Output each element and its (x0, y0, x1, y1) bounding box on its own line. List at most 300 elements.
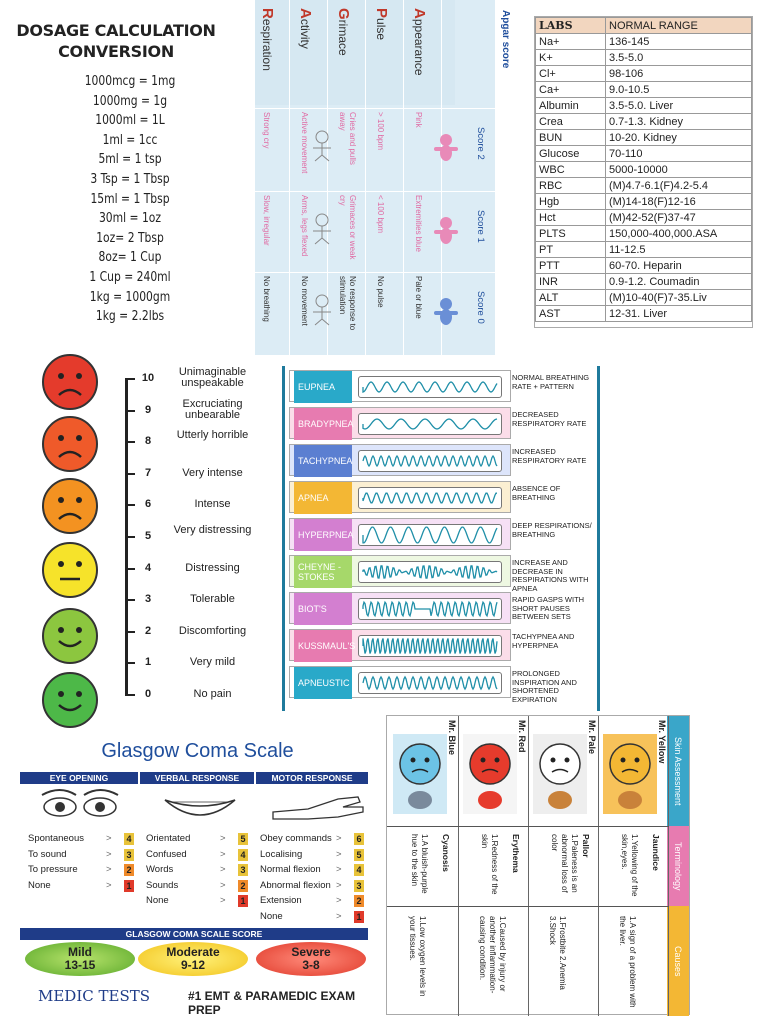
lab-name: Crea (536, 114, 606, 130)
dosage-item: 8oz= 1 Cup (98, 250, 162, 266)
dosage-title (0, 20, 232, 62)
waveform-icon (359, 377, 501, 397)
apgar-score-label: Score 1 (475, 210, 486, 243)
apgar-criterion-espiration (259, 8, 276, 71)
pain-face-icon (41, 607, 99, 665)
breathing-description: RAPID GASPS WITH SHORT PAUSES BETWEEN SETS (512, 595, 585, 621)
gcs-chevron-icon: > (106, 879, 112, 891)
apgar-row-divider (255, 108, 495, 109)
dosage-list (60, 72, 200, 327)
dosage-item: 1kg = 1000gm (89, 289, 171, 305)
severity-severe (256, 942, 366, 976)
skin-term-text: 1.Paleness is an abnormal loss of color (550, 834, 579, 893)
pain-face-icon (41, 353, 99, 411)
breathing-row (289, 481, 511, 513)
apgar-grid (255, 0, 495, 355)
lab-range: 9.0-10.5 (606, 82, 752, 98)
severity-severe-label: Severe (291, 945, 331, 959)
pain-tick (125, 410, 135, 412)
waveform-icon (359, 599, 501, 619)
gcs-chevron-icon: > (220, 848, 226, 860)
skin-term-title: Cyanosis (441, 834, 451, 872)
labs-row (536, 194, 752, 210)
apgar-cell-score0: No breathing (262, 276, 271, 322)
gcs-eye-item: None (28, 879, 51, 891)
breathing-pattern-name: CHEYNE -STOKES (294, 556, 352, 588)
lab-range: 10-20. Kidney (606, 130, 752, 146)
skin-term-title: Pallor (581, 834, 591, 858)
breathing-description: NORMAL BREATHING RATE + PATTERN (512, 373, 590, 391)
lab-range: (M)4.7-6.1(F)4.2-5.4 (606, 178, 752, 194)
apgar-title: Apgar score (500, 10, 511, 69)
pain-number: 6 (144, 498, 152, 511)
gcs-chevron-icon: > (106, 833, 112, 844)
labs-row (536, 242, 752, 258)
pain-label: Excruciating unbearable (182, 397, 243, 421)
labs-row (536, 146, 752, 162)
gcs-chevron-icon: > (106, 848, 112, 860)
apgar-cell-score1: < 100 bpm (376, 195, 385, 234)
lab-range: 12-31. Liver (606, 306, 752, 322)
breathing-waveform (358, 561, 502, 583)
gcs-motor-score: 4 (354, 864, 364, 876)
pain-number: 1 (144, 656, 152, 669)
dosage-item: 5ml = 1 tsp (98, 152, 162, 168)
lab-range: 136-145 (606, 34, 752, 50)
labs-normal-range-table (534, 16, 753, 328)
apgar-cell-score2: > 100 bpm (376, 112, 385, 151)
breathing-row (289, 555, 511, 587)
apgar-criterion-initial: A (297, 8, 314, 19)
lab-name: Hgb (536, 194, 606, 210)
skin-patient-name: Mr. Pale (587, 720, 597, 755)
labs-row (536, 98, 752, 114)
labs-row (536, 258, 752, 274)
breathing-description: PROLONGED INSPIRATION AND SHORTENED EXPIRATION (512, 669, 577, 704)
skin-face-icon (463, 734, 517, 814)
pain-number: 2 (144, 624, 152, 637)
skin-col-header: Skin Assessment (667, 716, 689, 826)
lab-name: K+ (536, 50, 606, 66)
breathing-row (289, 518, 511, 550)
dosage-conversion-panel (0, 0, 255, 345)
breathing-waveform (358, 450, 502, 472)
dosage-item: 30ml = 1oz (98, 211, 162, 227)
breathing-patterns-chart (282, 366, 600, 711)
apgar-criterion-ulse (373, 8, 390, 40)
apgar-row-divider (255, 272, 495, 273)
labs-header-row (536, 18, 752, 34)
lab-name: Albumin (536, 98, 606, 114)
dosage-item: 1oz= 2 Tbsp (96, 230, 164, 246)
pain-label: Unimaginable unspeakable (178, 366, 247, 389)
breathing-row (289, 407, 511, 439)
gcs-chevron-icon: > (336, 879, 342, 891)
dosage-item: 1000mcg = 1mg (84, 74, 176, 89)
dosage-title-line1: DOSAGE CALCULATION (16, 21, 216, 40)
brand-name: MEDIC TESTS (38, 987, 151, 1005)
lab-name: Na+ (536, 34, 606, 50)
gcs-motor-score: 3 (354, 880, 364, 892)
brand-tagline: #1 EMT & PARAMEDIC EXAM PREP (188, 989, 356, 1017)
breathing-waveform (358, 598, 502, 620)
pain-face-icon (41, 671, 99, 729)
pain-number: 10 (141, 372, 155, 384)
skin-patient-name: Mr. Blue (447, 720, 457, 756)
pain-tick (125, 694, 135, 696)
apgar-criterion-rimace (335, 8, 352, 56)
breathing-row (289, 666, 511, 698)
breathing-pattern-name: KUSSMAUL'S (294, 630, 352, 662)
waveform-icon (359, 525, 501, 545)
gcs-header-motor: MOTOR RESPONSE (256, 772, 368, 784)
lab-name: BUN (536, 130, 606, 146)
apgar-criterion-rest: rimace (336, 19, 350, 56)
gcs-motor-item: Localising (260, 848, 303, 860)
skin-term-title: Erythema (511, 834, 521, 873)
pain-number: 0 (144, 688, 152, 700)
waveform-icon (359, 673, 501, 693)
skin-term-title: Jaundice (651, 834, 661, 871)
skin-term-text: 1.Yellowing of the skin,eyes. (620, 834, 639, 897)
pain-number: 7 (144, 466, 152, 479)
pain-label: Discomforting (178, 624, 247, 637)
pain-tick (125, 599, 135, 601)
gcs-verbal-item: Sounds (146, 879, 179, 891)
gcs-chevron-icon: > (220, 833, 226, 844)
gcs-motor-item: None (260, 910, 283, 922)
gcs-chevron-icon: > (220, 895, 226, 906)
skin-face-icon (393, 734, 447, 814)
gcs-chevron-icon: > (220, 864, 226, 875)
pain-tick (125, 536, 135, 538)
labs-row (536, 178, 752, 194)
gcs-motor-item: Abnormal flexion (260, 879, 331, 891)
gcs-verbal-score: 4 (238, 849, 248, 861)
breathing-description: DECREASED RESPIRATORY RATE (512, 410, 587, 428)
skin-col-header: Terminology (667, 826, 689, 906)
lab-name: PT (536, 242, 606, 258)
pain-number: 9 (144, 403, 152, 416)
breathing-pattern-name: EUPNEA (294, 371, 352, 403)
pain-number: 8 (144, 435, 152, 448)
lab-range: 0.9-1.2. Coumadin (606, 274, 752, 290)
pain-tick (125, 473, 135, 475)
gcs-chevron-icon: > (336, 910, 342, 922)
labs-row (536, 226, 752, 242)
lab-name: PTT (536, 258, 606, 274)
breathing-waveform (358, 413, 502, 435)
lab-range: 11-12.5 (606, 242, 752, 258)
apgar-criterion-ctivity (297, 8, 314, 49)
lab-range: (M)42-52(F)37-47 (606, 210, 752, 226)
lab-name: AST (536, 306, 606, 322)
gcs-motor-item: Normal flexion (260, 864, 321, 875)
pain-face-icon (41, 477, 99, 535)
pain-number: 5 (144, 530, 152, 542)
severity-moderate (138, 942, 248, 976)
apgar-criterion-rest: ulse (374, 18, 388, 41)
breathing-description: DEEP RESPIRATIONS/ BREATHING (512, 521, 592, 539)
skin-header-strip (667, 716, 689, 1016)
apgar-score-chart (255, 0, 515, 355)
pain-label: Tolerable (190, 593, 235, 606)
breathing-waveform (358, 487, 502, 509)
pain-label: No pain (193, 688, 232, 700)
gcs-motor-item: Obey commands (260, 833, 332, 844)
mouth-illustration (160, 790, 240, 826)
pain-tick (125, 504, 135, 506)
gcs-motor-score: 2 (354, 895, 364, 907)
skin-cause-text: 1.Low oxygen levels in your tissues. (408, 916, 427, 997)
gcs-chevron-icon: > (336, 864, 342, 875)
lab-range: 0.7-1.3. Kidney (606, 114, 752, 130)
apgar-cell-score2: Strong cry (262, 112, 271, 149)
gcs-eye-score: 4 (124, 833, 134, 845)
dosage-item: 1000mg = 1g (92, 93, 168, 109)
apgar-divider (403, 0, 404, 355)
breathing-row (289, 444, 511, 476)
lab-range: (M)10-40(F)7-35.Liv (606, 290, 752, 306)
breathing-description: TACHYPNEA AND HYPERPNEA (512, 632, 575, 650)
apgar-criterion-initial: R (259, 8, 276, 19)
dosage-item: 1 Cup = 240ml (89, 269, 171, 285)
lab-range: 3.5-5.0 (606, 50, 752, 66)
gcs-motor-score: 1 (354, 911, 364, 923)
skin-patient-name: Mr. Yellow (657, 720, 667, 764)
pain-label: Very distressing (173, 524, 252, 536)
lab-name: WBC (536, 162, 606, 178)
gcs-eye-item: To sound (28, 848, 67, 860)
gcs-eye-score: 2 (124, 864, 134, 876)
dosage-item: 1kg = 2.2lbs (95, 309, 165, 325)
skin-patient-name: Mr. Red (517, 720, 527, 753)
skin-face-icon (603, 734, 657, 814)
waveform-icon (359, 488, 501, 508)
labs-row (536, 290, 752, 306)
breathing-description: INCREASED RESPIRATORY RATE (512, 447, 587, 465)
gcs-verbal-item: Confused (146, 848, 187, 860)
gcs-verbal-score: 2 (238, 880, 248, 892)
breathing-pattern-name: TACHYPNEA (294, 445, 352, 477)
pain-tick (125, 441, 135, 443)
breathing-waveform (358, 635, 502, 657)
pain-tick (125, 378, 135, 380)
lab-name: Glucose (536, 146, 606, 162)
pain-number: 3 (144, 593, 152, 606)
brand-logo (38, 987, 150, 1005)
skin-col-header: Causes (667, 906, 689, 1016)
gcs-verbal-item: Orientated (146, 833, 191, 844)
labs-row (536, 66, 752, 82)
apgar-score-label: Score 0 (475, 291, 486, 324)
labs-row (536, 50, 752, 66)
pain-scale (20, 345, 280, 715)
pain-face-icon (41, 541, 99, 599)
gcs-motor-item: Extension (260, 895, 302, 906)
baby-icon (431, 132, 461, 166)
apgar-row-divider (255, 191, 495, 192)
apgar-cell-score0: No pulse (376, 276, 385, 308)
pain-label: Intense (194, 498, 231, 511)
breathing-waveform (358, 376, 502, 398)
gcs-title: Glasgow Coma Scale (101, 740, 294, 762)
severity-moderate-range: 9-12 (180, 958, 206, 972)
lab-range: 150,000-400,000.ASA (606, 226, 752, 242)
labs-header-lab: LABS (536, 18, 606, 34)
gcs-score-title: GLASGOW COMA SCALE SCORE (20, 928, 368, 940)
breathing-pattern-name: APNEUSTIC (294, 667, 352, 699)
gcs-chevron-icon: > (220, 879, 226, 891)
gcs-verbal-score: 3 (238, 864, 248, 876)
skin-term-text: 1.A bluish-purple hue to the skin (410, 834, 429, 894)
lab-name: INR (536, 274, 606, 290)
skin-divider (387, 906, 669, 907)
labs-row (536, 306, 752, 322)
pain-label: Distressing (185, 561, 240, 574)
severity-mild-label: Mild (68, 945, 92, 959)
gcs-verbal-score: 5 (238, 833, 248, 845)
apgar-criterion-initial: G (335, 8, 352, 20)
labs-row (536, 114, 752, 130)
breathing-pattern-name: BIOT'S (294, 593, 352, 625)
breathing-row (289, 370, 511, 402)
apgar-cell-score2: Pink (414, 112, 423, 128)
lab-name: ALT (536, 290, 606, 306)
gcs-verbal-item: None (146, 895, 169, 906)
dosage-item: 1ml = 1cc (102, 132, 158, 148)
infant-sketch-icon (305, 128, 339, 162)
gcs-verbal-item: Words (146, 864, 174, 875)
waveform-icon (359, 562, 501, 582)
lab-range: 60-70. Heparin (606, 258, 752, 274)
gcs-header-verbal: VERBAL RESPONSE (140, 772, 254, 784)
baby-icon (431, 215, 461, 249)
apgar-criterion-initial: P (373, 8, 390, 19)
pain-tick (125, 662, 135, 664)
apgar-criterion-initial: A (411, 8, 428, 19)
lab-name: RBC (536, 178, 606, 194)
labs-row (536, 130, 752, 146)
hand-illustration (268, 787, 368, 827)
gcs-motor-score: 6 (354, 833, 364, 845)
apgar-cell-score1: Extremities blue (414, 195, 423, 252)
breathing-waveform (358, 524, 502, 546)
gcs-chevron-icon: > (336, 895, 342, 906)
breathing-pattern-name: HYPERPNEA (294, 519, 352, 551)
lab-range: 5000-10000 (606, 162, 752, 178)
waveform-icon (359, 636, 501, 656)
apgar-criterion-rest: espiration (260, 18, 274, 71)
severity-mild (25, 942, 135, 976)
apgar-score-label: Score 2 (475, 127, 486, 160)
breathing-pattern-name: APNEA (294, 482, 352, 514)
apgar-criterion-rest: ppearance (412, 18, 426, 76)
pain-label: Utterly horrible (176, 429, 249, 442)
breathing-pattern-name: BRADYPNEA (294, 408, 352, 440)
labs-header-range: NORMAL RANGE (606, 18, 752, 34)
apgar-criterion-ppearance (411, 8, 428, 76)
lab-range: (M)14-18(F)12-16 (606, 194, 752, 210)
breathing-waveform (358, 672, 502, 694)
breathing-row (289, 592, 511, 624)
baby-icon (431, 296, 461, 330)
gcs-motor-score: 5 (354, 849, 364, 861)
labs-table-body (536, 18, 752, 322)
gcs-eye-item: To pressure (28, 864, 78, 875)
gcs-header-eye: EYE OPENING (20, 772, 138, 784)
apgar-cell-score0: No movement (300, 276, 309, 326)
apgar-cell-score1: Grimaces or weak cry (338, 195, 357, 260)
gcs-verbal-score: 1 (238, 895, 248, 907)
severity-mild-range: 13-15 (64, 958, 96, 972)
lab-name: Ca+ (536, 82, 606, 98)
dosage-title-line2: CONVERSION (58, 42, 174, 61)
skin-face-icon (533, 734, 587, 814)
apgar-divider (365, 0, 366, 355)
gcs-eye-score: 1 (124, 880, 134, 892)
glasgow-coma-scale (20, 735, 375, 1015)
breathing-row (289, 629, 511, 661)
pain-face-icon (41, 415, 99, 473)
labs-row (536, 34, 752, 50)
skin-cause-text: 1.Frostbite 2.Anemia 3.Shock (548, 916, 567, 990)
pain-label: Very mild (189, 656, 236, 669)
breathing-description: ABSENCE OF BREATHING (512, 484, 561, 502)
waveform-icon (359, 414, 501, 434)
labs-row (536, 274, 752, 290)
apgar-cell-score1: Arms, legs flexed (300, 195, 309, 257)
apgar-divider (289, 0, 290, 355)
skin-cause-text: 1.Caused by injury or another inflammation-causing condition. (478, 916, 507, 994)
apgar-cell-score1: Slow, irregular (262, 195, 271, 246)
lab-name: Cl+ (536, 66, 606, 82)
gcs-eye-score: 3 (124, 849, 134, 861)
breathing-description: INCREASE AND DECREASE IN RESPIRATIONS WITH APNEA (512, 558, 589, 593)
pain-tick (125, 631, 135, 633)
dosage-item: 15ml = 1 Tbsp (90, 191, 170, 207)
labs-row (536, 82, 752, 98)
skin-assessment-chart (386, 715, 690, 1015)
lab-range: 70-110 (606, 146, 752, 162)
apgar-cell-score2: Active movement (300, 112, 309, 174)
skin-term-text: 1.Redness of the skin (480, 834, 499, 895)
gcs-chevron-icon: > (336, 833, 342, 844)
pain-label: Very intense (182, 466, 243, 479)
gcs-chevron-icon: > (336, 848, 342, 860)
skin-cause-text: 1.A sign of a problem with the liver. (618, 916, 637, 1008)
dosage-item: 1000ml = 1L (95, 113, 165, 129)
apgar-criterion-rest: ctivity (298, 18, 312, 49)
skin-divider (387, 826, 669, 827)
lab-name: PLTS (536, 226, 606, 242)
lab-range: 98-106 (606, 66, 752, 82)
apgar-cell-score2: Cries and pulls away (338, 112, 357, 165)
severity-severe-range: 3-8 (302, 958, 320, 972)
lab-range: 3.5-5.0. Liver (606, 98, 752, 114)
apgar-cell-score0: No response to stimulation (338, 276, 357, 331)
labs-row (536, 162, 752, 178)
pain-number: 4 (144, 561, 152, 574)
labs-row (536, 210, 752, 226)
gcs-chevron-icon: > (106, 864, 112, 875)
lab-name: Hct (536, 210, 606, 226)
apgar-cell-score0: Pale or blue (414, 276, 423, 319)
dosage-item: 3 Tsp = 1 Tbsp (90, 171, 170, 187)
waveform-icon (359, 451, 501, 471)
eyes-illustration (30, 787, 130, 827)
gcs-eye-item: Spontaneous (28, 833, 84, 844)
